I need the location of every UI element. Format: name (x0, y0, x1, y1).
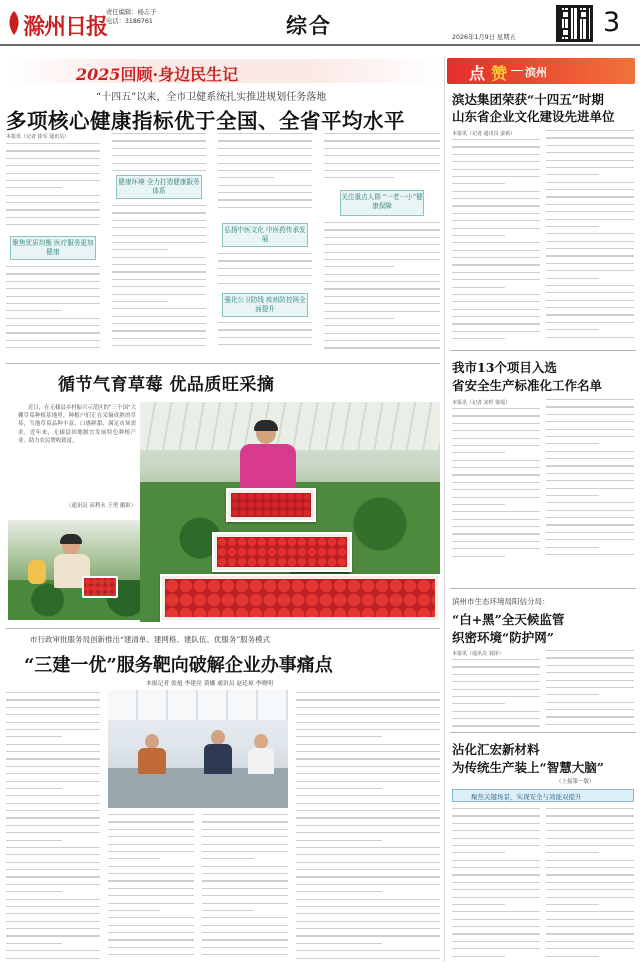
health-kicker: “十四五”以来，全市卫健系统扎实推进规划任务落地 (96, 92, 327, 103)
farmer-figure (236, 422, 300, 498)
service-text-col3 (202, 814, 288, 962)
editor-phone: 电话：3186761 (106, 18, 153, 25)
group-byline: 本报讯（记者 通讯员 姜新） (452, 131, 516, 137)
staff-figure-2 (204, 730, 232, 774)
staff-figure-3 (248, 734, 274, 774)
strawberry-caption-box (18, 404, 136, 516)
health-subhead-4: 强化公卫防线 疾病防控网全面提升 (222, 293, 308, 317)
safety-headline-2: 省安全生产标准化工作名单 (452, 378, 603, 393)
year-review-banner (6, 59, 440, 83)
health-text-col1 (6, 143, 100, 233)
logo-text: 滁州日报 (23, 14, 108, 40)
eco-text-col1 (452, 659, 540, 729)
safety-headline-1: 我市13个项目入选 (452, 360, 557, 375)
health-text-col4 (324, 133, 440, 183)
chem-headline-1: 沾化汇宏新材料 (452, 742, 540, 757)
strawberry-main-photo (140, 402, 440, 622)
health-subhead-1: 聚焦优质均衡 医疗服务更加健康 (10, 236, 96, 260)
service-text-col1 (6, 692, 100, 962)
health-byline: 本报讯（记者 徐军 通讯员） (6, 134, 70, 140)
eco-headline-1: “白+黑”全天候监管 (452, 612, 565, 627)
strawberry-inset-photo (8, 520, 140, 620)
editor-name: 责任编辑：杨志子 (106, 9, 157, 16)
newspaper-logo (6, 6, 108, 40)
chem-teaser-box (452, 789, 634, 802)
chem-headline-2: 为传统生产装上“智慧大脑” (452, 760, 604, 775)
staff-figure-1 (138, 734, 166, 774)
logo-emblem-icon (6, 9, 22, 37)
banner-word-1: 点 (469, 64, 486, 83)
health-text-col3c (218, 322, 312, 354)
safety-byline: 本报讯（记者 宋纤 徐瑶） (452, 400, 511, 406)
eco-text-col2 (546, 650, 634, 730)
group-text-col2 (546, 130, 634, 345)
safety-text-col1 (452, 408, 540, 566)
health-text-col1b (6, 266, 100, 354)
issue-date: 2026年1月9日 星期五 (452, 34, 516, 41)
banner-year: 2025 (76, 65, 121, 84)
eco-headline-2: 织密环境“防护网” (452, 630, 554, 645)
service-photo (108, 690, 288, 808)
service-counter (108, 768, 288, 808)
health-subhead-5: 关注重点人群 “一老一小”健康保障 (340, 190, 424, 216)
service-headline: “三建一优”服务靶向破解企业办事痛点 (24, 655, 333, 676)
service-text-col4 (296, 692, 440, 962)
page-number: 3 (603, 7, 621, 38)
health-text-col2 (112, 133, 206, 173)
health-text-col3b (218, 253, 312, 291)
banner-title: 回顾·身边民生记 (120, 65, 239, 84)
eco-kicker: 滨州市生态环境局阳信分局： (452, 597, 550, 606)
section-title: 综合 (286, 13, 332, 38)
chem-text-col1 (452, 808, 540, 962)
service-byline: 本报记者 张旭 李建亮 黄娜 通讯员 赵廷琼 李晓明 (146, 681, 273, 687)
group-headline-1: 滨达集团荣获“十四五”时期 (452, 92, 604, 107)
chem-continued: （上接第一版） (556, 779, 595, 785)
safety-text-col2 (546, 399, 634, 566)
masthead (0, 0, 640, 46)
health-text-col3 (218, 133, 312, 211)
service-kicker: 市行政审批服务局创新推出“建清单、建网格、建队伍、优服务”服务模式 (30, 635, 271, 644)
group-headline-2: 山东省企业文化建设先进单位 (452, 109, 615, 124)
strawberry-crate-1 (226, 488, 316, 522)
banner-word-2: 赞 (491, 64, 508, 83)
banner-region: 滨州 (525, 66, 547, 79)
health-text-col2b (112, 205, 206, 355)
chem-text-col2 (546, 808, 634, 962)
strawberry-caption: 近日，在无棣县乡村振兴示范区的“三个国”大棚草莓种植基地里，种植户们正在采摘成熟的草莓，当地草莓品种丰富、口感鲜甜，满足市场需求。近年来，无棣县因地制宜发展特色种植产业，助力农民增收致富。 (18, 405, 136, 444)
strawberry-credit: （通讯员 高利永 王勇 摄影） (66, 503, 136, 509)
health-subhead-2: 健康环境 全力打造健康服务体系 (116, 175, 202, 199)
eco-byline: 本报讯（通讯员 刘泽） (452, 651, 504, 657)
inset-crate (82, 576, 118, 598)
health-headline: 多项核心健康指标优于全国、全省平均水平 (6, 109, 405, 133)
health-text-col4b (324, 222, 440, 354)
inset-lantern (28, 560, 46, 584)
strawberry-crate-3 (160, 574, 440, 622)
chem-teaser: 聚焦关键场景，实现安全与效能双提升 (471, 793, 582, 801)
group-text-col1 (452, 139, 540, 345)
qr-code-icon (556, 5, 593, 42)
service-text-col2 (108, 814, 194, 962)
health-subhead-3: 弘扬中医文化 中医药传承发展 (222, 223, 308, 247)
strawberry-headline: 循节气育草莓 优品质旺采摘 (58, 375, 275, 395)
praise-banner (447, 58, 635, 84)
strawberry-crate-2 (212, 532, 352, 572)
